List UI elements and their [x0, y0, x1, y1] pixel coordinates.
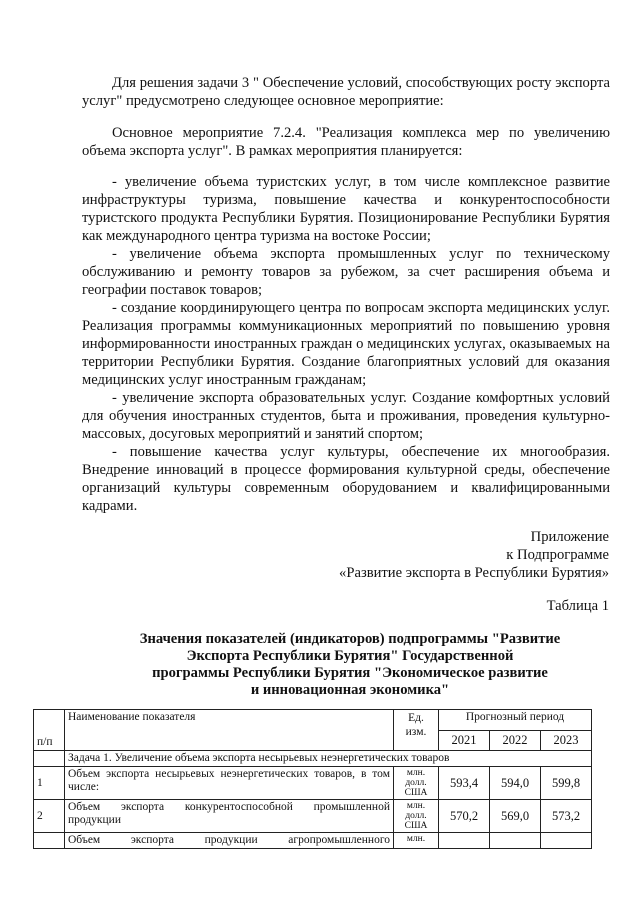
row-unit: млн.: [394, 833, 439, 849]
title-line-1: Значения показателей (индикаторов) подпрограммы "Развитие: [139, 631, 561, 647]
header-year: 2023: [541, 730, 592, 751]
task-1: Задача 1. Увеличение объема экспорта несырьевых неэнергетических товаров: [65, 751, 592, 767]
appendix-line-2: к Подпрограмме: [506, 547, 609, 563]
bullet-industrial: - увеличение объема экспорта промышленных услуг по техническому обслуживанию и ремонту товаров за рубежом, за счет расширения объема и географии поставок товаров;: [82, 246, 610, 298]
appendix-line-1: Приложение: [530, 529, 609, 545]
bullet-tourism: - увеличение объема туристских услуг, в том числе комплексное развитие инфраструктуры туризма, повышение качества и конкурентоспособности туристского продукта Республики Бурятия. Позиционирование Республики Бурятия как международного центра туризма на востоке России;: [82, 174, 610, 244]
row-num: [34, 833, 65, 849]
header-year: 2022: [490, 730, 541, 751]
row-value: 573,2: [541, 800, 592, 833]
row-num: 2: [34, 800, 65, 833]
title-line-4: и инновационная экономика": [250, 682, 450, 698]
task-row: [34, 751, 592, 767]
row-num: 1: [34, 767, 65, 800]
appendix-line-3: «Развитие экспорта в Республики Бурятия»: [339, 565, 609, 581]
row-name: Объем экспорта продукции агропромышленного: [65, 833, 394, 849]
table-row: [34, 800, 592, 833]
appendix-note: [339, 528, 609, 582]
row-value: 594,0: [490, 767, 541, 800]
header-period: Прогнозный период: [439, 710, 592, 731]
bullet-list: [82, 173, 610, 515]
bullet-education: - увеличение экспорта образовательных услуг. Создание комфортных условий для обучения иностранных студентов, быта и проживания, проведения культурно-массовых, досуговых мероприятий и занятий спортом;: [82, 390, 610, 442]
header-name: Наименование показателя: [65, 710, 394, 751]
row-value: 593,4: [439, 767, 490, 800]
indicators-table: [33, 709, 592, 849]
row-unit: млн. долл. США: [394, 800, 439, 833]
title-line-2: Экспорта Республики Бурятия" Государственной: [186, 648, 514, 664]
row-value: [541, 833, 592, 849]
task-num-cell: [34, 751, 65, 767]
header-unit: [394, 710, 439, 751]
table-title: [90, 631, 610, 699]
title-line-3: программы Республики Бурятия "Экономическое развитие: [152, 665, 548, 681]
row-name: Объем экспорта несырьевых неэнергетических товаров, в том числе:: [65, 767, 394, 800]
paragraph-intro: Для решения задачи 3 " Обеспечение условий, способствующих росту экспорта услуг" предусмотрено следующее основное мероприятие:: [82, 75, 610, 109]
table-label: Таблица 1: [546, 598, 609, 614]
row-name: Объем экспорта конкурентоспособной промышленной продукции: [65, 800, 394, 833]
header-unit-line-2: изм.: [405, 726, 427, 738]
bullet-medical: - создание координирующего центра по вопросам экспорта медицинских услуг. Реализация программы коммуникационных мероприятий по повышению уровня информированности иностранных граждан о медицинских услугах, оказываемых на территории Республики Бурятия. Создание благоприятных условий для оказания медицинских услуг иностранным гражданам;: [82, 300, 610, 388]
table-row: [34, 833, 592, 849]
table-header-row: [34, 710, 592, 731]
paragraph-measure: Основное мероприятие 7.2.4. "Реализация комплекса мер по увеличению объема экспорта услуг". В рамках мероприятия планируется:: [82, 125, 610, 159]
row-unit: млн. долл. США: [394, 767, 439, 800]
row-value: 569,0: [490, 800, 541, 833]
header-unit-line-1: Ед.: [408, 712, 424, 724]
table-row: [34, 767, 592, 800]
row-value: [439, 833, 490, 849]
row-value: [490, 833, 541, 849]
header-year: 2021: [439, 730, 490, 751]
header-num: п/п: [34, 710, 65, 751]
row-value: 570,2: [439, 800, 490, 833]
bullet-culture: - повышение качества услуг культуры, обеспечение их многообразия. Внедрение инноваций в процессе формирования культурной среды, обеспечение организаций культуры современным оборудованием и квалифицированными кадрами.: [82, 444, 610, 514]
row-value: 599,8: [541, 767, 592, 800]
